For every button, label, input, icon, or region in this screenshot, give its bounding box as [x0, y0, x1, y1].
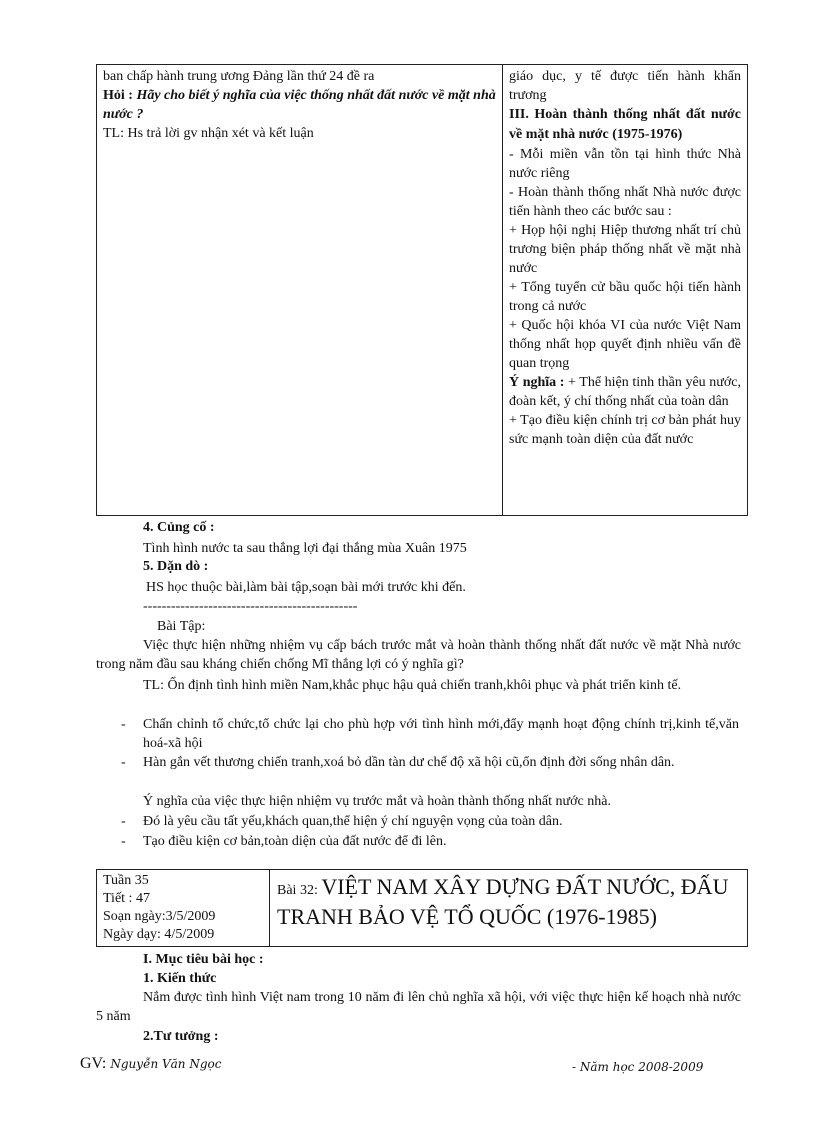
teaching-date: Ngày dạy: 4/5/2009 [103, 927, 215, 942]
right-p3: - Hoàn thành thống nhất Nhà nước được tiến hành theo các bước sau : [509, 185, 741, 219]
right-meaning [509, 373, 741, 411]
lesson-title-cell [277, 874, 743, 930]
exercise-meaning: Ý nghĩa của việc thực hiện nhiệm vụ trước mắt và hoàn thành thống nhất nước nhà. [143, 794, 611, 809]
section5-text: HS học thuộc bài,làm bài tập,soạn bài mới trước khi đến. [146, 580, 466, 595]
lesson-title: VIỆT NAM XÂY DỰNG ĐẤT NƯỚC, ĐẤU TRANH BẢO VỆ TỔ QUỐC (1976-1985) [277, 874, 729, 929]
right-p2: - Mỗi miền vẫn tồn tại hình thức Nhà nước riêng [509, 147, 741, 181]
right-p4: + Họp hội nghị Hiệp thương nhất trí chủ trương biện pháp thống nhất về mặt nhà nước [509, 223, 741, 276]
left-question [103, 86, 499, 124]
separator: ---------------------------------------------- [143, 599, 358, 614]
section5-title: 5. Dặn dò : [143, 559, 209, 574]
table-right-cell [509, 67, 741, 449]
knowledge-title: 1. Kiến thức [143, 971, 217, 986]
bullet-dash-4: - [121, 834, 126, 849]
ideology-title: 2.Tư tưởng : [143, 1029, 219, 1044]
lesson-header-table [96, 869, 748, 947]
table-divider [502, 65, 503, 515]
right-heading: III. Hoàn thành thống nhất đất nước về mặt nhà nước (1975-1976) [509, 107, 741, 142]
exercise-bullet-1: Chấn chỉnh tổ chức,tổ chức lại cho phù hợp với tình hình mới,đẩy mạnh hoạt động chính trị,kinh tế,văn hoá-xã hội [143, 717, 739, 751]
footer-school-year: - Năm học 2008-2009 [572, 1060, 704, 1074]
right-p8: + Tạo điều kiện chính trị cơ bản phát huy sức mạnh toàn diện của đất nước [509, 413, 741, 447]
lesson-meta [103, 872, 215, 944]
question-text: Hãy cho biết ý nghĩa của việc thống nhất đất nước về mặt nhà nước ? [103, 88, 496, 122]
prepared-date: Soạn ngày:3/5/2009 [103, 909, 216, 924]
exercise-answer: TL: Ổn định tình hình miền Nam,khắc phục hậu quả chiến tranh,khôi phục và phát triển kinh tế. [143, 678, 682, 693]
question-label: Hỏi : [103, 88, 137, 103]
footer-teacher [80, 1055, 221, 1073]
right-p6: + Quốc hội khóa VI của nước Việt Nam thống nhất họp quyết định nhiều vấn đề quan trọng [509, 318, 741, 371]
exercise-bullet-4: Tạo điều kiện cơ bản,toàn diện của đất nước để đi lên. [143, 834, 447, 849]
exercise-bullet-3: Đó là yêu cầu tất yếu,khách quan,thể hiện ý chí nguyện vọng của toàn dân. [143, 814, 563, 829]
meaning-label: Ý nghĩa : [509, 375, 569, 390]
knowledge-text: Nắm được tình hình Việt nam trong 10 năm đi lên chủ nghĩa xã hội, với việc thực hiện kế hoạch nhà nước 5 năm [96, 990, 741, 1024]
period-label: Tiết : 47 [103, 891, 150, 906]
left-answer: TL: Hs trả lời gv nhận xét và kết luận [103, 126, 314, 141]
right-p1: giáo dục, y tế được tiến hành khẩn trương [509, 69, 741, 103]
lesson-table [96, 64, 748, 516]
right-p5: + Tổng tuyển cử bầu quốc hội tiến hành trong cả nước [509, 280, 741, 314]
section4-title: 4. Củng cố : [143, 520, 215, 535]
exercise-title: Bài Tập: [157, 619, 206, 634]
lesson-number: Bài 32: [277, 883, 322, 898]
gv-label: GV: [80, 1055, 111, 1072]
week-label: Tuần 35 [103, 873, 149, 888]
header-table-divider [269, 870, 270, 946]
exercise-bullet-2: Hàn gắn vết thương chiến tranh,xoá bỏ dần tàn dư chế độ xã hội cũ,ổn định đời sống nhân dân. [143, 755, 675, 770]
bullet-dash-3: - [121, 814, 126, 829]
teacher-name: Nguyễn Văn Ngọc [110, 1057, 222, 1071]
left-line-1: ban chấp hành trung ương Đảng lần thứ 24 đề ra [103, 69, 375, 84]
right-p7: + Thể hiện tinh thần yêu nước, đoàn kết, ý chí thống nhất của toàn dân [509, 375, 741, 409]
objectives-title: I. Mục tiêu bài học : [143, 952, 264, 967]
section4-text: Tình hình nước ta sau thắng lợi đại thắng mùa Xuân 1975 [143, 541, 467, 556]
exercise-question: Việc thực hiện những nhiệm vụ cấp bách trước mắt và hoàn thành thống nhất đất nước về mặt Nhà nước trong năm đầu sau kháng chiến chống Mĩ thắng lợi có ý nghĩa gì? [96, 638, 741, 672]
table-left-cell [103, 67, 499, 143]
bullet-dash-1: - [121, 717, 126, 732]
bullet-dash-2: - [121, 755, 126, 770]
